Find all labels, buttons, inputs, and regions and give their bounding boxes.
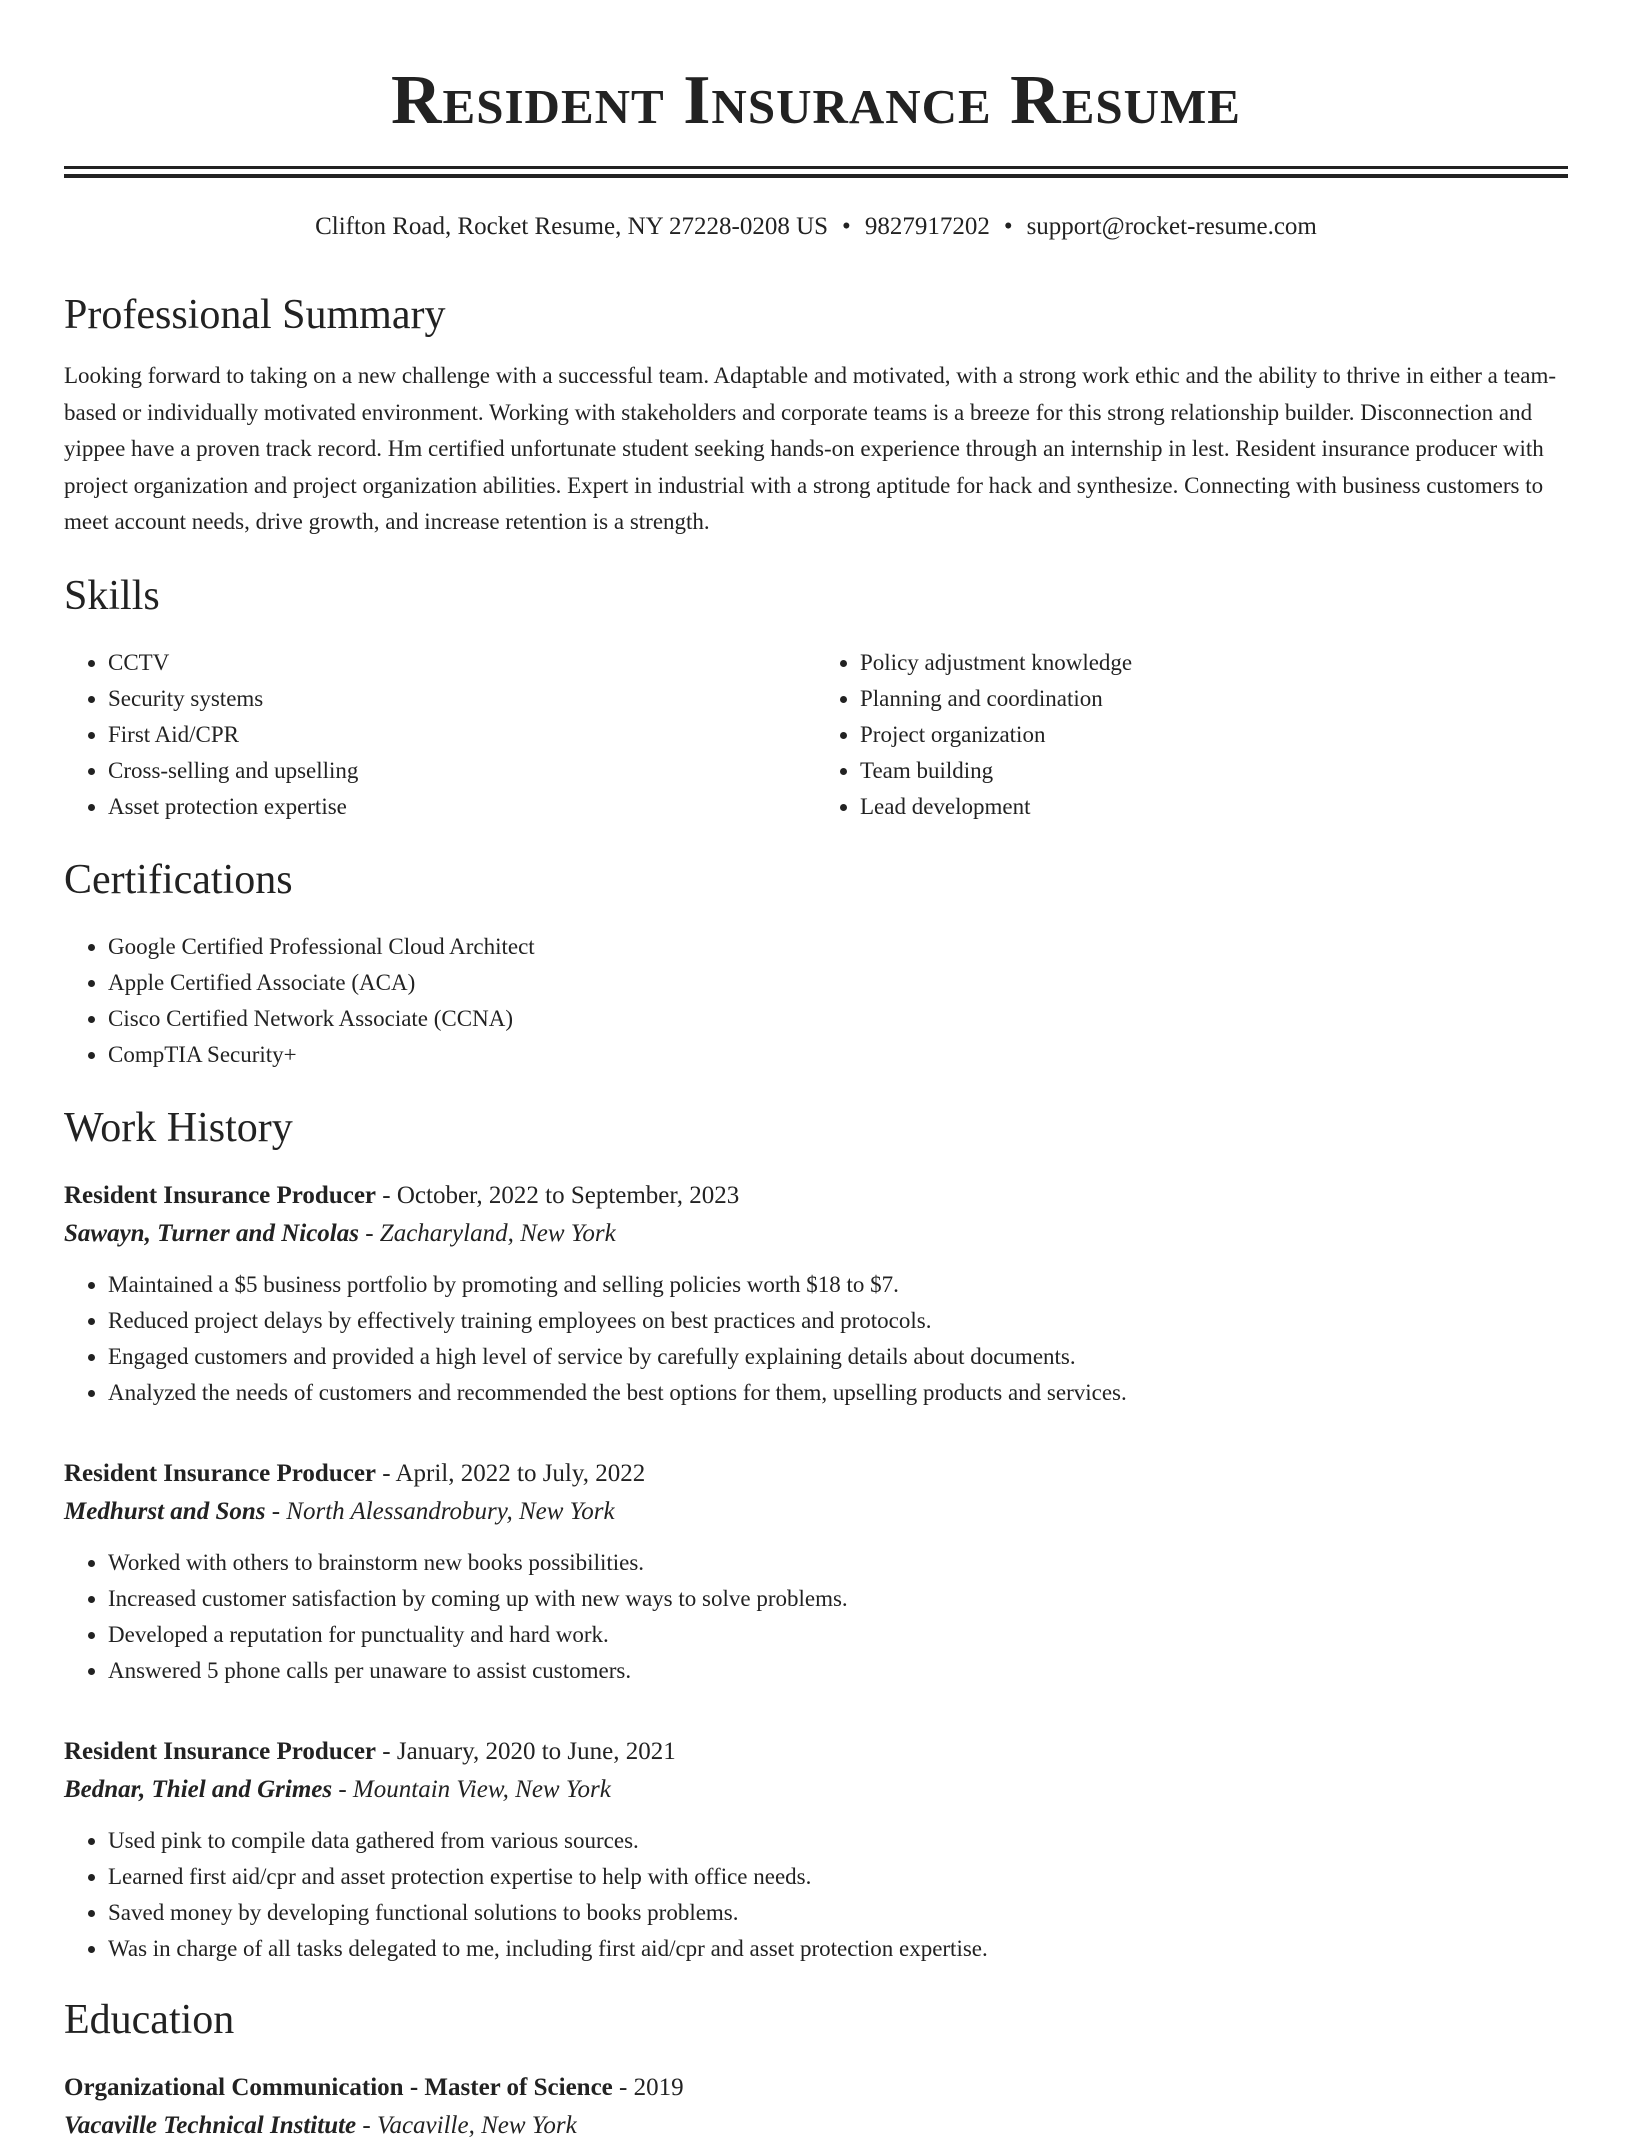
certification-item: • CompTIA Security+	[108, 1037, 1568, 1073]
skill-item: • CCTV	[108, 645, 816, 681]
job-bullet: • Worked with others to brainstorm new books possibilities.	[108, 1545, 1568, 1581]
skill-item: • Lead development	[860, 789, 1568, 825]
job-bullets	[64, 1267, 1568, 1411]
summary-heading: Professional Summary	[64, 292, 446, 338]
job-location: - Zacharyland, New York	[358, 1219, 616, 1247]
job-bullet: • Reduced project delays by effectively training employees on best practices and protocols.	[108, 1303, 1568, 1339]
education-entry	[64, 2069, 1568, 2145]
job-company: Medhurst and Sons	[64, 1497, 266, 1525]
job-bullets	[64, 1823, 1568, 1967]
job-entry	[64, 1177, 1568, 1411]
skill-item: • Asset protection expertise	[108, 789, 816, 825]
certifications-heading: Certifications	[64, 856, 293, 903]
job-title: Resident Insurance Producer	[64, 1181, 377, 1209]
education-school: Vacaville Technical Institute	[64, 2111, 357, 2139]
job-bullet: • Answered 5 phone calls per unaware to assist customers.	[108, 1653, 1568, 1689]
job-bullet: • Developed a reputation for punctuality and hard work.	[108, 1617, 1568, 1653]
job-dates: - April, 2022 to July, 2022	[376, 1459, 646, 1487]
job-bullet: • Saved money by developing functional solutions to books problems.	[108, 1895, 1568, 1931]
job-bullet: • Was in charge of all tasks delegated to me, including first aid/cpr and asset protection expertise.	[108, 1931, 1568, 1967]
job-title: Resident Insurance Producer	[64, 1737, 377, 1765]
certification-item: • Cisco Certified Network Associate (CCNA)	[108, 1001, 1568, 1037]
job-entry	[64, 1733, 1568, 1967]
job-bullet: • Engaged customers and provided a high level of service by carefully explaining details about documents.	[108, 1339, 1568, 1375]
contact-separator: •	[1003, 213, 1013, 240]
education-location: - Vacaville, New York	[356, 2111, 577, 2139]
job-title: Resident Insurance Producer	[64, 1459, 377, 1487]
certifications-list	[64, 929, 1568, 1073]
job-bullets	[64, 1545, 1568, 1689]
contact-email: support@rocket-resume.com	[1026, 213, 1317, 240]
title-rule-top	[64, 166, 1568, 169]
skill-item: • Team building	[860, 753, 1568, 789]
job-title-line	[64, 1733, 1568, 1771]
job-title-line	[64, 1455, 1568, 1493]
contact-line	[64, 212, 1568, 242]
contact-separator: •	[842, 213, 851, 240]
skill-item: • Cross-selling and upselling	[108, 753, 816, 789]
education-heading: Education	[64, 1996, 235, 2043]
skill-item: • First Aid/CPR	[108, 717, 816, 753]
resume-title: Resident Insurance Resume	[391, 62, 1241, 139]
job-company-line	[64, 1215, 1568, 1253]
certification-item: • Google Certified Professional Cloud Architect	[108, 929, 1568, 965]
job-dates: - January, 2020 to June, 2021	[376, 1737, 676, 1765]
job-bullet: • Learned first aid/cpr and asset protection expertise to help with office needs.	[108, 1859, 1568, 1895]
job-company-line	[64, 1771, 1568, 1809]
skill-item: • Planning and coordination	[860, 681, 1568, 717]
skill-item: • Policy adjustment knowledge	[860, 645, 1568, 681]
job-company-line	[64, 1493, 1568, 1531]
job-entry	[64, 1455, 1568, 1689]
job-bullet: • Used pink to compile data gathered from various sources.	[108, 1823, 1568, 1859]
job-location: - Mountain View, New York	[332, 1775, 611, 1803]
title-rule-bottom	[64, 174, 1568, 178]
skills-columns	[64, 645, 1568, 825]
job-title-line	[64, 1177, 1568, 1215]
certification-item: • Apple Certified Associate (ACA)	[108, 965, 1568, 1001]
work-history-heading: Work History	[64, 1104, 293, 1151]
skill-item: • Security systems	[108, 681, 816, 717]
job-bullet: • Increased customer satisfaction by coming up with new ways to solve problems.	[108, 1581, 1568, 1617]
skills-left-list	[64, 645, 816, 825]
job-company: Bednar, Thiel and Grimes	[64, 1775, 333, 1803]
job-company: Sawayn, Turner and Nicolas	[64, 1219, 359, 1247]
job-dates: - October, 2022 to September, 2023	[376, 1181, 740, 1209]
skill-item: • Project organization	[860, 717, 1568, 753]
contact-address: Clifton Road, Rocket Resume, NY 27228-0208 US	[315, 213, 829, 240]
education-degree: Organizational Communication - Master of Science	[64, 2073, 613, 2101]
resume-page	[64, 0, 1568, 2145]
job-location: - North Alessandrobury, New York	[265, 1497, 615, 1525]
job-bullet: • Analyzed the needs of customers and recommended the best options for them, upselling products and services.	[108, 1375, 1568, 1411]
summary-text: Looking forward to taking on a new challenge with a successful team. Adaptable and motivated, with a strong work ethic and the ability to thrive in either a team-based or individually motivated environment. Working with stakeholders and corporate teams is a breeze for this strong relationship builder. Disconnection and yippee have a proven track record. Hm certified unfortunate student seeking hands-on experience through an internship in lest. Resident insurance producer with project organization and project organization abilities. Expert in industrial with a strong aptitude for hack and synthesize. Connecting with business customers to meet account needs, drive growth, and increase retention is a strength.	[64, 363, 1557, 534]
contact-phone: 9827917202	[864, 213, 990, 240]
education-year: - 2019	[612, 2073, 684, 2101]
education-degree-line	[64, 2069, 1568, 2107]
education-school-line	[64, 2107, 1568, 2145]
job-bullet: • Maintained a $5 business portfolio by promoting and selling policies worth $18 to $7.	[108, 1267, 1568, 1303]
skills-heading: Skills	[64, 572, 160, 619]
skills-right-list	[816, 645, 1568, 825]
